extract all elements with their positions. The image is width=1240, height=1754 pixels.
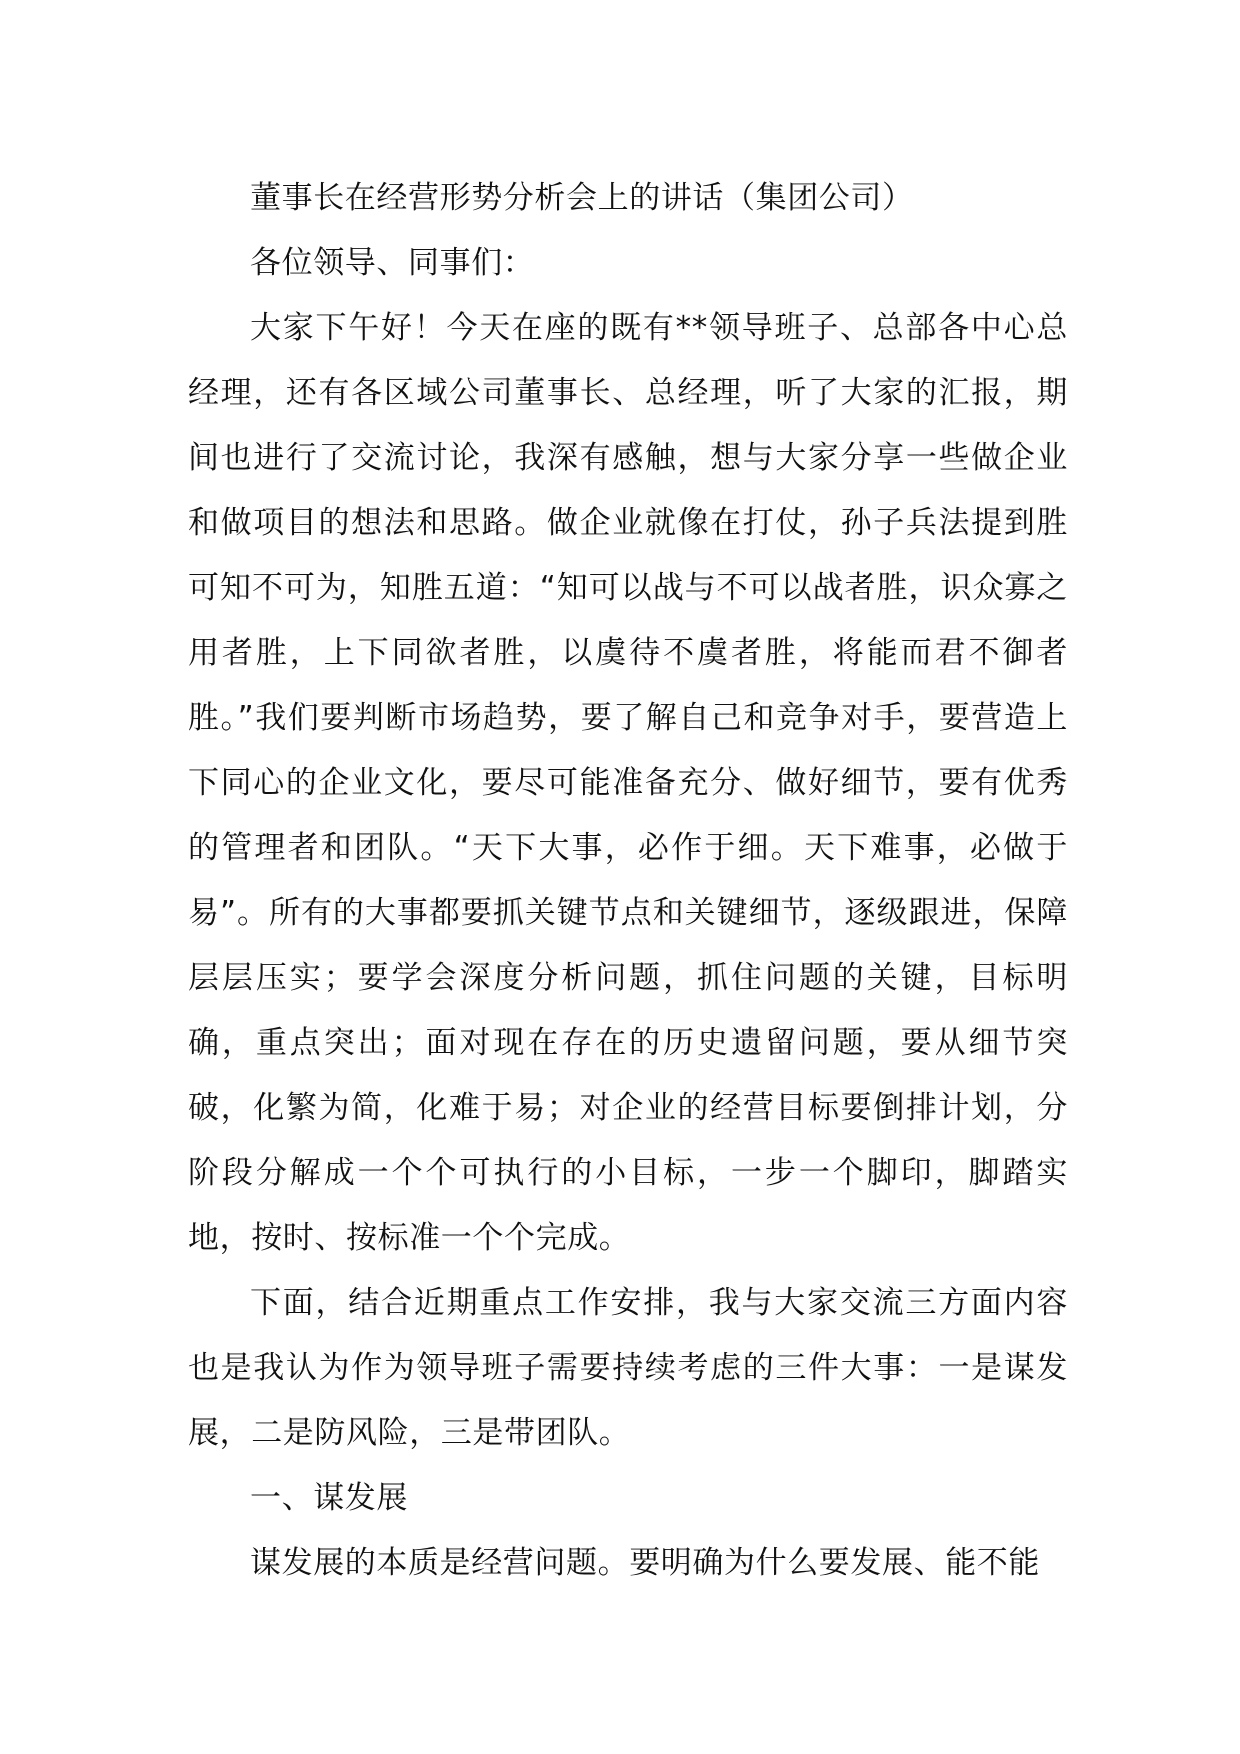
section-paragraph: 谋发展的本质是经营问题。要明确为什么要发展、能不能: [250, 1545, 1040, 1581]
paragraph-opening: 大家下午好！今天在座的既有**领导班子、总部各中心总经理，还有各区域公司董事长、总经理，听了大家的汇报，期间也进行了交流讨论，我深有感触，想与大家分享一些做企业和做项目的想法和思路。做企业就像在打仗，孙子兵法提到胜可知不可为，知胜五道：“知可以战与不可以战者胜，识众寡之用者胜，上下同欲者胜，以虞待不虞者胜，将能而君不御者胜。”我们要判断市场趋势，要了解自己和竞争对手，要营造上下同心的企业文化，要尽可能准备充分、做好细节，要有优秀的管理者和团队。“天下大事，必作于细。天下难事，必做于易”。所有的大事都要抓关键节点和关键细节，逐级跟进，保障层层压实；要学会深度分析问题，抓住问题的关键，目标明确，重点突出；面对现在存在的历史遗留问题，要从细节突破，化繁为简，化难于易；对企业的经营目标要倒排计划，分阶段分解成一个个可执行的小目标，一步一个脚印，脚踏实地，按时、按标准一个个完成。: [188, 310, 1068, 1256]
section-heading: 一、谋发展: [250, 1480, 408, 1516]
paragraph-agenda: 下面，结合近期重点工作安排，我与大家交流三方面内容也是我认为作为领导班子需要持续考虑的三件大事：一是谋发展，二是防风险，三是带团队。: [188, 1285, 1068, 1451]
document-title: 董事长在经营形势分析会上的讲话（集团公司）: [250, 180, 914, 216]
document-body: [188, 166, 1068, 1596]
salutation: 各位领导、同事们：: [250, 245, 535, 281]
